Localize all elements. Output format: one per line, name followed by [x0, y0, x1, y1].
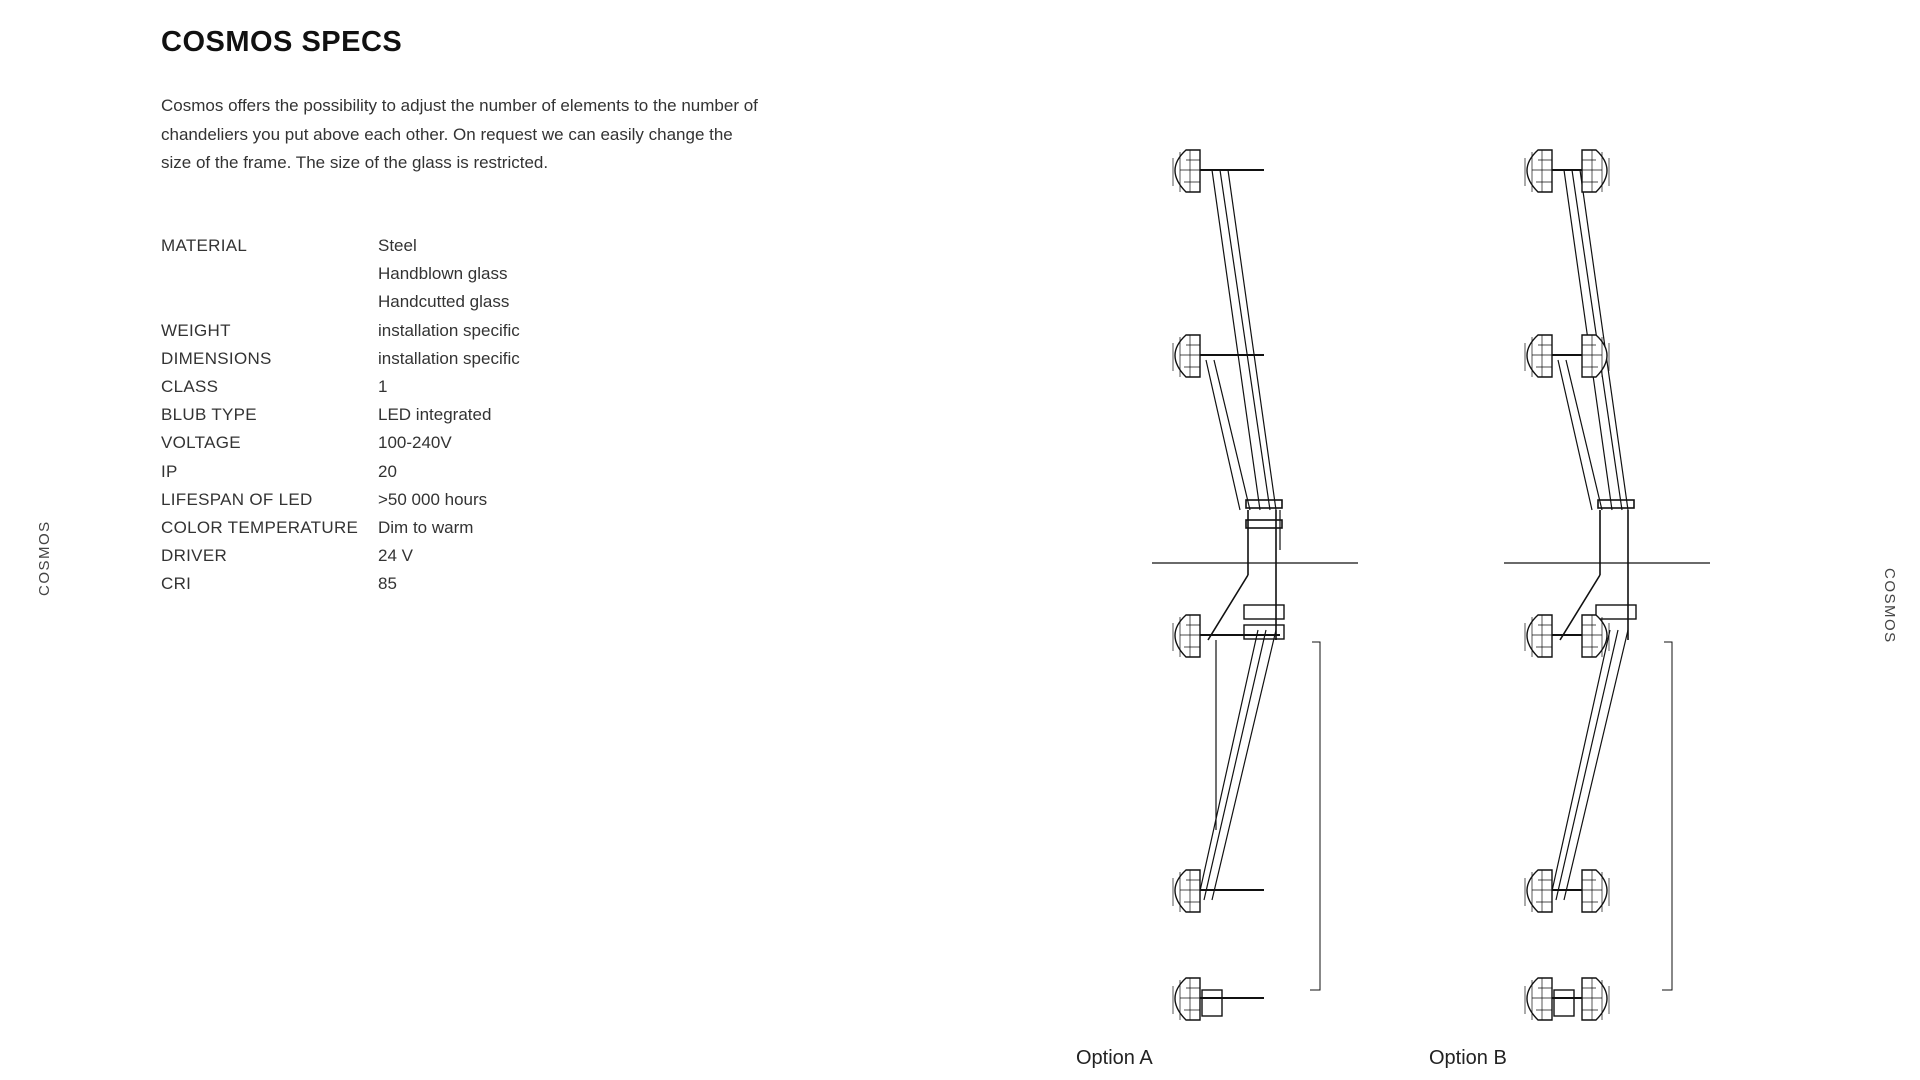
spec-values [378, 401, 491, 429]
spec-value: installation specific [378, 348, 520, 368]
spec-values [378, 373, 387, 401]
glass-shade [1525, 335, 1552, 377]
glass-shade [1525, 978, 1552, 1020]
spec-label: BLUB TYPE [161, 405, 257, 425]
glass-shade [1173, 150, 1200, 192]
spec-value: LED integrated [378, 405, 492, 425]
side-label-right: COSMOS [1881, 568, 1898, 644]
spec-label: DIMENSIONS [161, 348, 272, 368]
glass-shade [1582, 870, 1609, 912]
spec-row-ip [161, 458, 520, 486]
spec-value: Handblown glass [378, 264, 508, 284]
glass-shade [1525, 870, 1552, 912]
spec-label: CRI [161, 574, 192, 594]
glass-shade [1582, 335, 1609, 377]
spec-row-bulb-type [161, 401, 520, 429]
spec-row-voltage [161, 429, 520, 457]
spec-label: IP [161, 461, 178, 481]
specs-table [161, 232, 520, 599]
glass-shade [1582, 150, 1609, 192]
spec-label: VOLTAGE [161, 433, 241, 453]
spec-label: DRIVER [161, 546, 228, 566]
spec-label: MATERIAL [161, 236, 248, 255]
spec-value: installation specific [378, 320, 520, 340]
spec-value: >50 000 hours [378, 489, 488, 509]
glass-shade [1582, 978, 1609, 1020]
glass-shade [1173, 870, 1200, 912]
spec-values [378, 345, 520, 373]
spec-row-driver [161, 542, 520, 570]
spec-row-lifespan [161, 486, 520, 514]
spec-label: WEIGHT [161, 320, 231, 340]
glass-shade [1173, 335, 1200, 377]
spec-value: Dim to warm [378, 518, 474, 538]
glass-shade [1525, 150, 1552, 192]
technical-drawing [1140, 130, 1740, 1030]
spec-values [378, 429, 452, 457]
spec-label: CLASS [161, 377, 219, 397]
option-a-label: Option A [1076, 1047, 1153, 1069]
spec-value: 1 [378, 377, 388, 397]
spec-values [378, 317, 520, 345]
spec-value: Steel [378, 236, 417, 255]
spec-values [378, 486, 487, 514]
spec-values [378, 570, 397, 598]
spec-row-material [161, 232, 520, 317]
spec-value: Handcutted glass [378, 292, 510, 312]
spec-row-cri [161, 570, 520, 598]
option-b-label: Option B [1429, 1047, 1507, 1069]
intro-paragraph: Cosmos offers the possibility to adjust the number of elements to the number of chandeliers you put above each other. On request we can easily change the size of the frame. The size of the glass is restricted. [161, 96, 758, 172]
glass-shade [1173, 978, 1200, 1020]
spec-label: COLOR TEMPERATURE [161, 518, 359, 538]
option-b-drawing [1504, 150, 1710, 1020]
spec-value: 20 [378, 461, 397, 481]
spec-values [378, 458, 397, 486]
spec-values [378, 232, 509, 317]
page-title: COSMOS SPECS [161, 26, 403, 58]
glass-shade [1173, 615, 1200, 657]
spec-row-weight [161, 317, 520, 345]
spec-row-color-temperature [161, 514, 520, 542]
spec-value: 100-240V [378, 433, 452, 453]
spec-label: LIFESPAN OF LED [161, 489, 313, 509]
spec-row-dimensions [161, 345, 520, 373]
spec-value: 24 V [378, 546, 413, 566]
spec-values [378, 542, 413, 570]
side-label-left: COSMOS [36, 520, 53, 596]
spec-value: 85 [378, 574, 397, 594]
spec-values [378, 514, 473, 542]
glass-shade [1525, 615, 1552, 657]
option-a-drawing [1152, 150, 1358, 1020]
spec-row-class [161, 373, 520, 401]
